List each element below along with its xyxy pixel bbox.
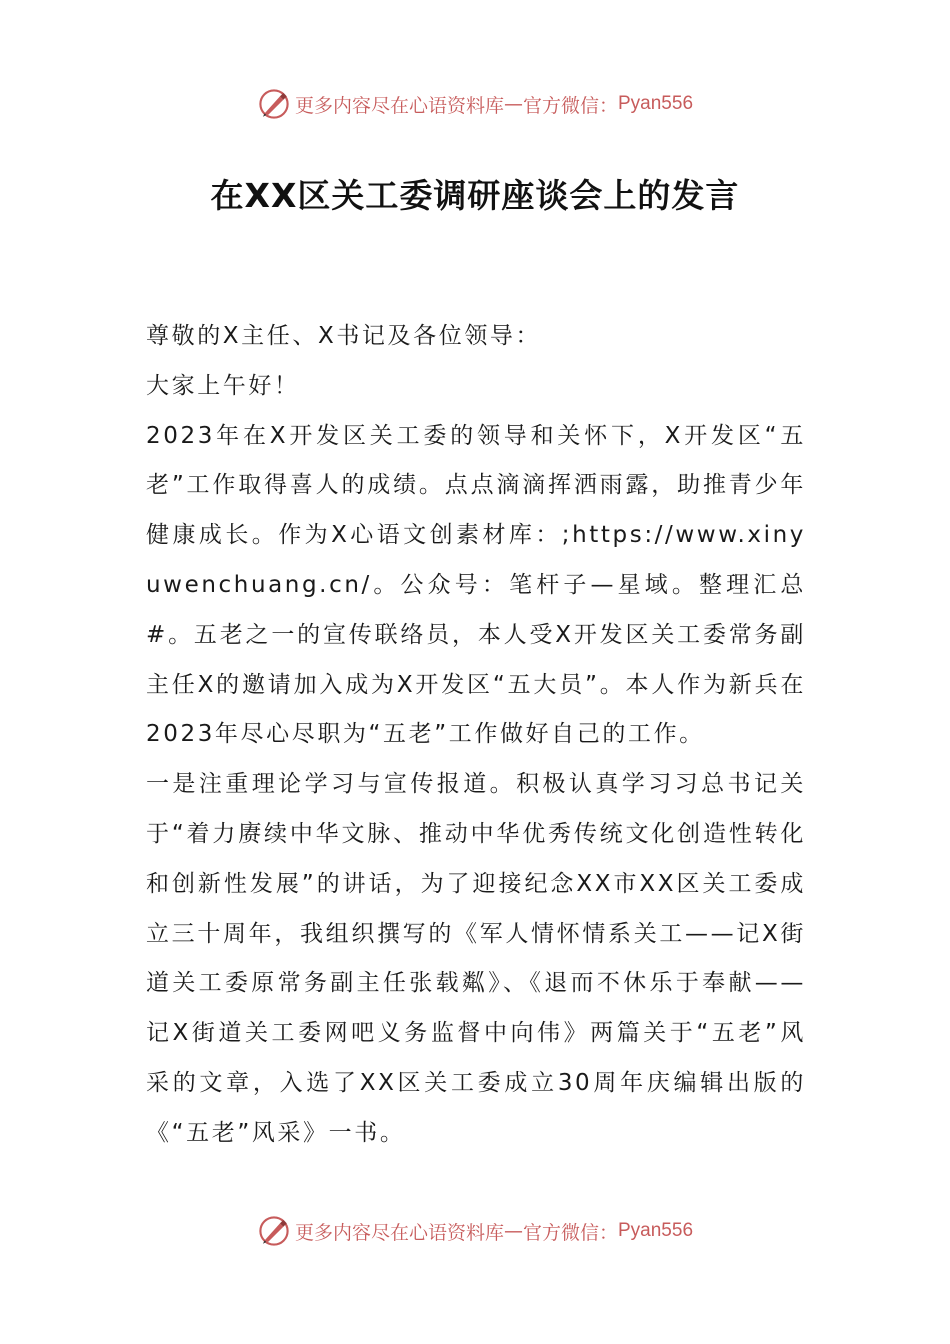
website-url: www.xinyuwenchuang.cn/ — [146, 522, 806, 598]
paragraph-1-part-1: 2023年在X开发区关工委的领导和关怀下，X开发区“五老”工作取得喜人的成绩。点点滴滴挥洒雨露，助推青少年健康成长。作为X心语文创素材库：;https:// — [146, 422, 806, 549]
document-title: 在XX区关工委调研座谈会上的发言 — [210, 176, 740, 215]
header-wechat-id: Pyan556 — [618, 93, 694, 114]
footer-dash: — — [503, 1220, 523, 1242]
paragraph-2: 一是注重理论学习与宣传报道。积极认真学习习总书记关于“着力赓续中华文脉、推动中华优秀传统文化创造性转化和创新性发展”的讲话，为了迎接纪念XX市XX区关工委成立三十周年，我组织撰写的《军人情怀情系关工——记X街道关工委原常务副主任张载粼》、《退而不休乐于奉献——记X街道关工委网吧义务监督中向伟》两篇关于“五老”风采的文章，入选了XX区关工委成立30周年庆编辑出版的《“五老”风采》一书。 — [146, 771, 806, 1146]
footer-promo-text: 更多内容尽在心语资料库 — [294, 1221, 504, 1244]
document-body — [146, 312, 806, 1159]
greeting: 大家上午好！ — [146, 372, 300, 399]
pen-logo-icon — [257, 87, 291, 121]
paragraph-1 — [146, 412, 806, 761]
salutation: 尊敬的X主任、X书记及各位领导： — [146, 323, 542, 349]
footer-banner — [0, 1211, 950, 1251]
footer-wechat-id: Pyan556 — [618, 1220, 694, 1241]
pen-logo-icon — [257, 1214, 291, 1248]
header-wechat-label: 官方微信： — [522, 94, 618, 117]
footer-wechat-label: 官方微信： — [522, 1221, 618, 1244]
header-dash: — — [503, 93, 523, 115]
header-banner — [0, 84, 950, 124]
header-promo-text: 更多内容尽在心语资料库 — [294, 94, 504, 117]
paragraph-1-part-2: 。公众号：笔杆子—星域。整理汇总#。五老之一的宣传联络员，本人受X开发区关工委常务副主任X的邀请加入成为X开发区“五大员”。本人作为新兵在2023年尽心尽职为“五老”工作做好自己的工作。 — [146, 571, 806, 748]
